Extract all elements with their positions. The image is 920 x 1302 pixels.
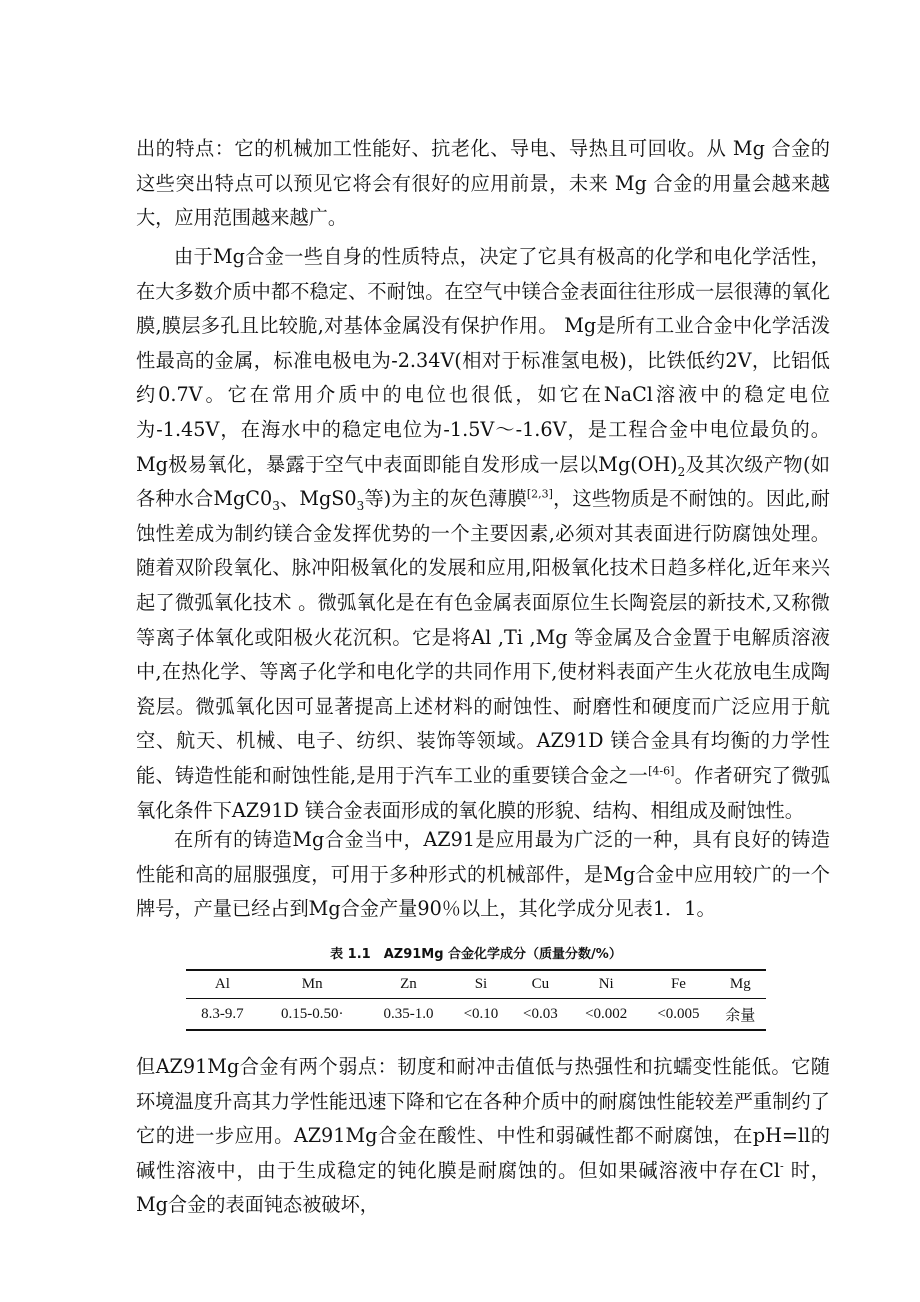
header-cell-ni: Ni — [570, 970, 642, 999]
header-cell-mg: Mg — [715, 970, 766, 999]
cell-ni: <0.002 — [570, 999, 642, 1031]
paragraph-3 — [136, 823, 830, 927]
cell-mg: 余量 — [715, 999, 766, 1031]
paragraph-3-text: 在所有的铸造Mg合金当中，AZ91是应用最为广泛的一种，具有良好的铸造性能和高的屈服强度，可用于多种形式的机械部件，是Mg合金中应用较广的一个牌号，产量已经占到Mg合金产量90％以上，其化学成分见表1．1。 — [136, 828, 830, 921]
paragraph-1 — [136, 132, 830, 236]
header-cell-mn: Mn — [259, 970, 366, 999]
chloride-superscript: - — [779, 1159, 784, 1173]
paragraph-4 — [136, 1050, 830, 1223]
paragraph-4-text-a: 但AZ91Mg合金有两个弱点：韧度和耐冲击值低与热强性和抗蠕变性能低。它随环境温度升高其力学性能迅速下降和它在各种介质中的耐腐蚀性能较差严重制约了它的进一步应用。AZ91Mg合金在酸性、中性和弱碱性都不耐腐蚀，在pH=ll的碱性溶液中，由于生成稳定的钝化膜是耐腐蚀的。但如果碱溶液中存在Cl — [136, 1055, 830, 1182]
citation-2-3: [2,3] — [526, 487, 553, 501]
citation-4-6: [4-6] — [648, 764, 675, 778]
subscript-2: 2 — [677, 464, 686, 479]
header-cell-cu: Cu — [511, 970, 570, 999]
paragraph-2-text-a: 由于Mg合金一些自身的性质特点，决定了它具有极高的化学和电化学活性，在大多数介质中都不稳定、不耐蚀。在空气中镁合金表面往往形成一层很薄的氧化膜,膜层多孔且比较脆,对基体金属没有保护作用。 Mg是所有工业合金中化学活泼性最高的金属，标准电极电为-2.34V(相对于标准氢电极)，比铁低约2V，比铝低约0.7V。它在常用介质中的电位也很低，如它在NaCl溶液中的稳定电位为-1.45V，在海水中的稳定电位为-1.5V～-1.6V，是工程合金中电位最负的。Mg极易氧化，暴露于空气中表面即能自发形成一层以Mg(OH) — [136, 245, 830, 476]
table-row — [186, 999, 766, 1031]
header-cell-fe: Fe — [642, 970, 714, 999]
cell-mn: 0.15-0.50· — [259, 999, 366, 1031]
subscript-3b: 3 — [356, 498, 365, 513]
cell-si: <0.10 — [451, 999, 510, 1031]
table-header-row — [186, 970, 766, 999]
paragraph-2-text-f: 。作者研究了微弧氧化条件下AZ91D 镁合金表面形成的氧化膜的形貌、结构、相组成及耐蚀性。 — [136, 763, 830, 822]
header-cell-al: Al — [186, 970, 259, 999]
table-caption: 表 1.1 AZ91Mg 合金化学成分（质量分数/%） — [330, 947, 622, 962]
cell-cu: <0.03 — [511, 999, 570, 1031]
paragraph-2-text-d: 等)为主的灰色薄膜 — [364, 487, 527, 511]
paragraph-2-text-c: 、MgS0 — [279, 487, 357, 511]
composition-table — [186, 969, 766, 1031]
paragraph-1-text: 出的特点：它的机械加工性能好、抗老化、导电、导热且可回收。从 Mg 合金的这些突出特点可以预见它将会有很好的应用前景，未来 Mg 合金的用量会越来越大，应用范围越来越广。 — [136, 137, 830, 230]
subscript-3a: 3 — [272, 498, 280, 513]
paragraph-2-text-e: ，这些物质是不耐蚀的。因此,耐蚀性差成为制约镁合金发挥优势的一个主要因素,必须对其表面进行防腐蚀处理。随着双阶段氧化、脉冲阳极氧化的发展和应用,阳极氧化技术日趋多样化,近年来兴起了微弧氧化技术 。微弧氧化是在有色金属表面原位生长陶瓷层的新技术,又称微等离子体氧化或阳极火花沉积。它是将Al ,Ti ,Mg 等金属及合金置于电解质溶液中,在热化学、等离子化学和电化学的共同作用下,使材料表面产生火花放电生成陶瓷层。微弧氧化因可显著提高上述材料的耐蚀性、耐磨性和硬度而广泛应用于航空、航天、机械、电子、纺织、装饰等领域。AZ91D 镁合金具有均衡的力学性能、铸造性能和耐蚀性能,是用于汽车工业的重要镁合金之一 — [136, 487, 830, 787]
cell-fe: <0.005 — [642, 999, 714, 1031]
paragraph-4-text-b: 时，Mg合金的表面钝态被破坏， — [136, 1158, 830, 1217]
cell-al: 8.3-9.7 — [186, 999, 259, 1031]
paragraph-2-text-b: 及其次级产物(如各种水合MgC0 — [136, 452, 830, 511]
cell-zn: 0.35-1.0 — [366, 999, 452, 1031]
paragraph-2 — [136, 240, 830, 828]
header-cell-zn: Zn — [366, 970, 452, 999]
header-cell-si: Si — [451, 970, 510, 999]
